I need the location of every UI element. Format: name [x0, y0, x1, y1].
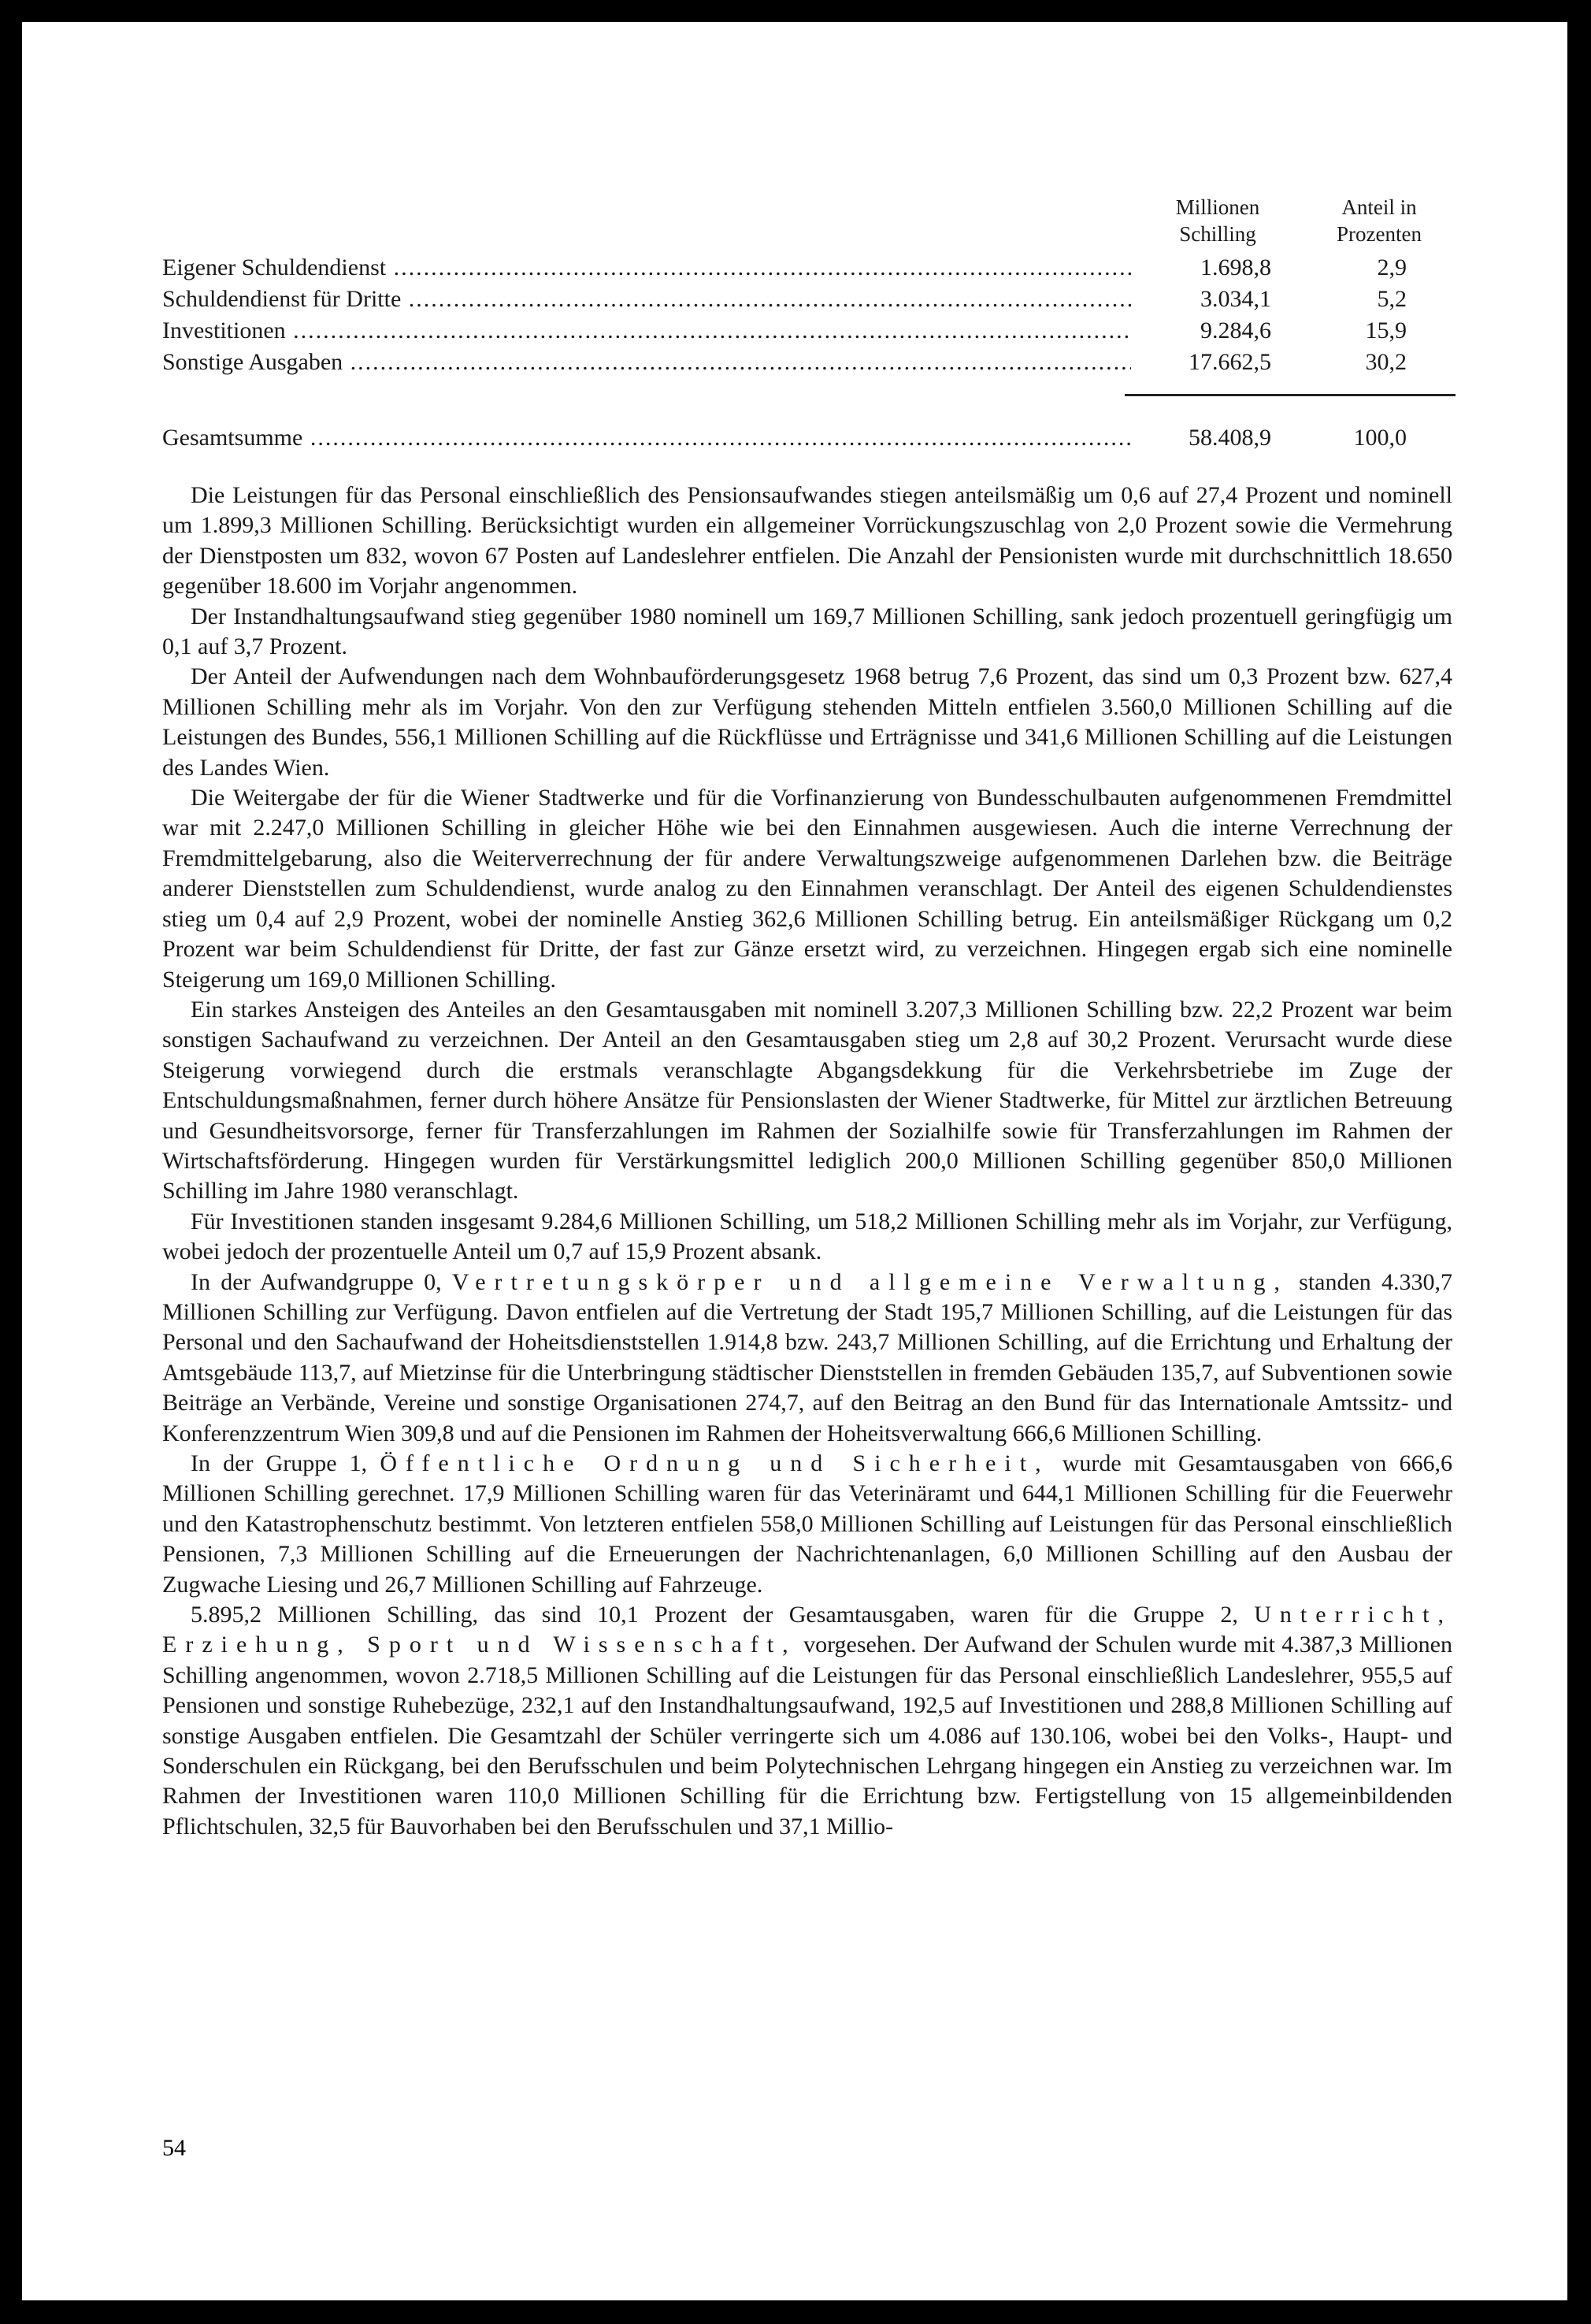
row-share: 30,2: [1296, 347, 1407, 378]
group-heading-spaced: Öffentliche Ordnung und Sicherheit,: [380, 1450, 1050, 1476]
paragraph: [162, 1600, 1452, 1842]
paragraph: Der Instandhaltungsaufwand stieg gegenüber 1980 nominell um 169,7 Millionen Schilling, sank jedoch prozentuell geringfügig um 0,1 auf 3,7 Prozent.: [162, 603, 1452, 660]
row-label: Schuldendienst für Dritte .....: [162, 284, 1131, 315]
row-share: 15,9: [1296, 315, 1407, 347]
table-row: [162, 315, 1452, 347]
column-header-amount-line2: Schilling: [1179, 222, 1256, 246]
paragraph-text: In der Aufwandgruppe 0,: [191, 1268, 442, 1295]
paragraph-text: vorgesehen. Der Aufwand der Schulen wurde mit 4.387,3 Millionen Schilling angenommen, wovon 2.718,5 Millionen Schilling auf die Leistungen für das Personal einschließlich Landeslehrer, 955,5 auf Pensionen und sonstige Ruhebezüge, 232,1 auf den Instandhaltungsaufwand, 192,5 auf Investitionen und 288,8 Millionen Schilling auf sonstige Ausgaben entfielen. Die Gesamtzahl der Schüler verringerte sich um 4.086 auf 130.106, wobei bei den Volks-, Haupt- und Sonderschulen ein Rückgang, bei den Berufsschulen und beim Polytechnischen Lehrgang hingegen ein Anstieg zu verzeichnen war. Im Rahmen der Investitionen waren 110,0 Millionen Schilling für die Errichtung bzw. Fertigstellung von 15 allgemeinbildenden Pflichtschulen, 32,5 für Bauvorhaben bei den Berufsschulen und 37,1 Millio-: [162, 1632, 1452, 1840]
group-heading-spaced: Unterricht, Erziehung, Sport und Wissenschaft,: [162, 1602, 1453, 1658]
row-share: 2,9: [1296, 252, 1407, 284]
total-amount: 58.408,9: [1131, 422, 1271, 454]
paragraph-text: wurde mit Gesamtausgaben von 666,6 Millionen Schilling gerechnet. 17,9 Millionen Schilling waren für das Veterinäramt und 644,1 Millionen Schilling für die Feuerwehr und den Katastrophenschutz bestimmt. Von letzteren entfielen 558,0 Millionen Schilling auf Leistungen für das Personal einschließlich Pensionen, 7,3 Millionen Schilling auf die Erneuerungen der Nachrichtenanlagen, 6,0 Millionen Schilling auf den Ausbau der Zugwache Liesing und 26,7 Millionen Schilling auf Fahrzeuge.: [162, 1450, 1452, 1598]
total-label: Gesamtsumme .....: [162, 422, 1131, 454]
table-row: [162, 252, 1452, 284]
paragraph-text: 5.895,2 Millionen Schilling, das sind 10,1 Prozent der Gesamtausgaben, waren für die Gruppe 2,: [191, 1602, 1238, 1628]
row-share: 5,2: [1296, 284, 1407, 315]
row-amount: 17.662,5: [1131, 347, 1271, 378]
paragraph-text: In der Gruppe 1,: [191, 1450, 368, 1476]
table-row: [162, 347, 1452, 378]
page-sheet: [22, 22, 1567, 2300]
row-label: Eigener Schuldendienst .....: [162, 252, 1131, 284]
page-content: [162, 194, 1452, 1842]
table-header: [162, 194, 1452, 252]
total-rule: [1125, 394, 1456, 396]
body-text: [162, 481, 1452, 1842]
column-header-share-line2: Prozenten: [1337, 222, 1422, 246]
row-amount: 1.698,8: [1131, 252, 1271, 284]
table-row: [162, 284, 1452, 315]
paragraph: Die Weitergabe der für die Wiener Stadtwerke und für die Vorfinanzierung von Bundesschulbauten aufgenommenen Fremdmittel war mit 2.247,0 Millionen Schilling in gleicher Höhe wie bei den Einnahmen ausgewiesen. Auch die interne Verrechnung der Fremdmittelgebarung, also die Weiterverrechnung der für andere Verwaltungszweige aufgenommenen Darlehen bzw. die Beiträge anderer Dienststellen zum Schuldendienst, wurde analog zu den Einnahmen veranschlagt. Der Anteil des eigenen Schuldendienstes stieg um 0,4 auf 2,9 Prozent, wobei der nominelle Anstieg 362,6 Millionen Schilling betrug. Ein anteilsmäßiger Rückgang um 0,2 Prozent war beim Schuldendienst für Dritte, der fast zur Gänze ersetzt wird, zu verzeichnen. Hingegen ergab sich eine nominelle Steigerung um 169,0 Millionen Schilling.: [162, 785, 1452, 993]
row-amount: 3.034,1: [1131, 284, 1271, 315]
paragraph: Für Investitionen standen insgesamt 9.284,6 Millionen Schilling, um 518,2 Millionen Schilling mehr als im Vorjahr, zur Verfügung, wobei jedoch der prozentuelle Anteil um 0,7 auf 15,9 Prozent absank.: [162, 1208, 1452, 1265]
paragraph: Der Anteil der Aufwendungen nach dem Wohnbauförderungsgesetz 1968 betrug 7,6 Prozent, das sind um 0,3 Prozent bzw. 627,4 Millionen Schilling mehr als im Vorjahr. Von den zur Verfügung stehenden Mitteln entfielen 3.560,0 Millionen Schilling auf die Leistungen des Bundes, 556,1 Millionen Schilling auf die Rückflüsse und Erträgnisse und 341,6 Millionen Schilling auf die Leistungen des Landes Wien.: [162, 663, 1452, 781]
column-header-amount: [1155, 194, 1281, 247]
group-heading-spaced: Vertretungskörper und allgemeine Verwaltung,: [451, 1268, 1289, 1295]
paragraph: [162, 1268, 1452, 1449]
table-body: [162, 252, 1452, 378]
column-header-amount-line1: Millionen: [1175, 195, 1260, 219]
total-share: 100,0: [1296, 422, 1407, 454]
row-amount: 9.284,6: [1131, 315, 1271, 347]
column-header-share-line1: Anteil in: [1341, 195, 1417, 219]
page-number: 54: [162, 2135, 186, 2161]
row-label: Investitionen .....: [162, 315, 1131, 347]
paragraph-text: standen 4.330,7 Millionen Schilling zur Verfügung. Davon entfielen auf die Vertretung der Stadt 195,7 Millionen Schilling, auf die Leistungen für das Personal und den Sachaufwand der Hoheitsdienststellen 1.914,8 bzw. 243,7 Millionen Schilling, auf die Errichtung und Erhaltung der Amtsgebäude 113,7, auf Mietzinse für die Unterbringung städtischer Dienststellen in fremden Gebäuden 135,7, auf Subventionen sowie Beiträge an Verbände, Vereine und sonstige Organisationen 274,7, auf den Beitrag an den Bund für das Internationale Amtssitz- und Konferenzzentrum Wien 309,8 und auf die Pensionen im Rahmen der Hoheitsverwaltung 666,6 Millionen Schilling.: [162, 1268, 1452, 1446]
column-header-share: [1304, 194, 1454, 247]
paragraph: [162, 1449, 1452, 1600]
total-rule-area: [162, 378, 1452, 422]
row-label: Sonstige Ausgaben .....: [162, 347, 1131, 378]
paragraph: Die Leistungen für das Personal einschließlich des Pensionsaufwandes stiegen anteilsmäßig um 0,6 auf 27,4 Prozent und nominell um 1.899,3 Millionen Schilling. Berücksichtigt wurden ein allgemeiner Vorrückungszuschlag von 2,0 Prozent sowie die Vermehrung der Dienstposten um 832, wovon 67 Posten auf Landeslehrer entfielen. Die Anzahl der Pensionisten wurde mit durchschnittlich 18.650 gegenüber 18.600 im Vorjahr angenommen.: [162, 482, 1452, 600]
table-total-row: [162, 422, 1452, 454]
paragraph: Ein starkes Ansteigen des Anteiles an den Gesamtausgaben mit nominell 3.207,3 Millionen Schilling bzw. 22,2 Prozent war beim sonstigen Sachaufwand zu verzeichnen. Der Anteil an den Gesamtausgaben stieg um 2,8 auf 30,2 Prozent. Verursacht wurde diese Steigerung vorwiegend durch die erstmals veranschlagte Abgangsdekkung für die Verkehrsbetriebe im Zuge der Entschuldungsmaßnahmen, ferner durch höhere Ansätze für Pensionslasten der Wiener Stadtwerke, für Mittel zur ärztlichen Betreuung und Gesundheitsvorsorge, ferner für Transferzahlungen im Rahmen der Sozialhilfe sowie für Transferzahlungen im Rahmen der Wirtschaftsförderung. Hingegen wurden für Verstärkungsmittel lediglich 200,0 Millionen Schilling gegenüber 850,0 Millionen Schilling im Jahre 1980 veranschlagt.: [162, 996, 1452, 1205]
